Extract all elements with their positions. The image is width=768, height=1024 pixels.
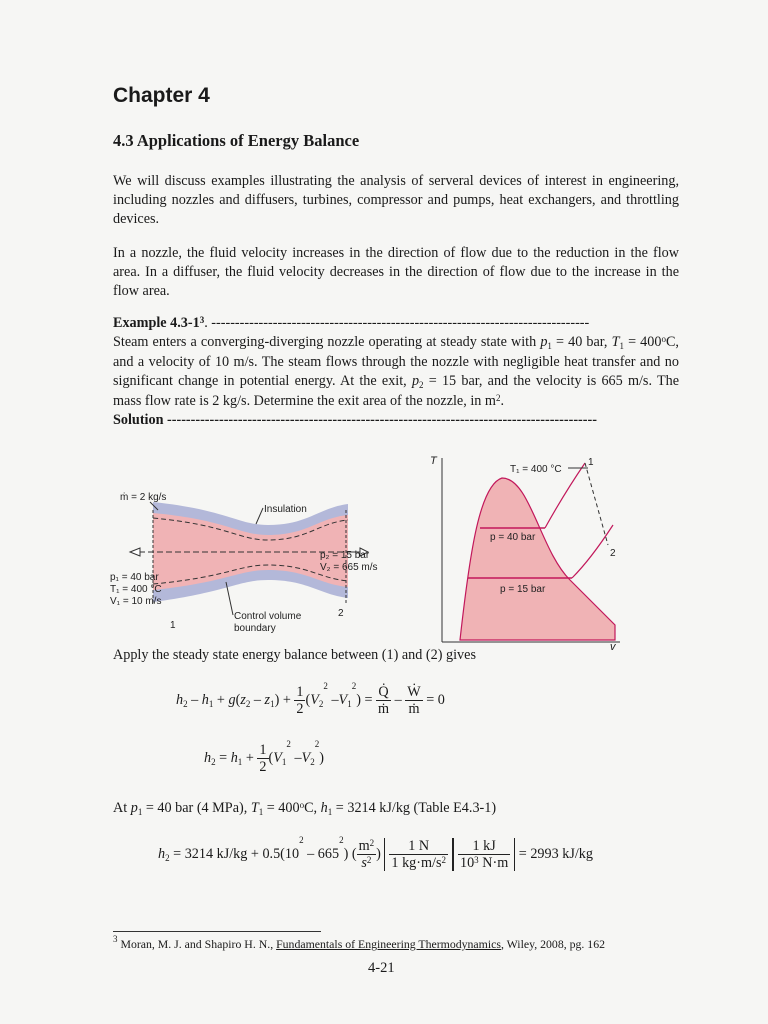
t-axis-label: T (430, 455, 437, 467)
exit-pressure-label: p₂ = 15 bar (320, 550, 370, 561)
intro-paragraph (113, 172, 679, 229)
solution-dashes: ------------------------------------------------------------------------------------------- (163, 412, 597, 428)
paragraph-devices: We will discuss examples illustrating the analysis of serveral devices of interest in engineering, including nozzles and diffusers, turbines, compressor and pumps, heat exchangers, and throttling devices. (113, 173, 679, 227)
vapor-dome (460, 478, 615, 640)
isobar-15-superheat (572, 525, 613, 578)
nozzle-diagram (108, 480, 378, 640)
footnote-rule (113, 931, 321, 932)
inlet-arrow (130, 548, 140, 556)
footnote: $^3$ Moran, M. J. and Shapiro H. N., Fundamentals of Engineering Thermodynamics, Wiley, 2008, pg. 162 (113, 934, 606, 951)
state-2-label: 2 (338, 608, 344, 619)
cv-leader (226, 582, 233, 615)
insulation-label: Insulation (264, 504, 307, 515)
exit-velocity-label: V₂ = 665 m/s (320, 562, 378, 573)
mdot-label: ṁ = 2 kg/s (120, 492, 167, 503)
page-number: 4-21 (368, 960, 395, 976)
insulation-leader (256, 508, 263, 524)
inlet-pressure-label: p₁ = 40 bar (110, 572, 159, 583)
energy-balance-equation: $h_2 - h_1 + g(z_2 - z_1)$ + $\frac{1}{2}$ ($V_2^2$ $-V_1^2$) = $\frac{Q̇}{\text{ṁ}}$ – $\frac{\text{Ẇ}}{\text{ṁ}}$ = 0 (176, 681, 445, 717)
footnote-ref: 3 (199, 315, 205, 325)
example-dashes: . -------------------------------------------------------------------------------- (204, 315, 590, 331)
example-label: Example 4.3-1 (113, 315, 200, 331)
chapter-title: Chapter 4 (113, 84, 210, 107)
state-1-label: 1 (170, 620, 176, 631)
tv-state-1: 1 (588, 457, 594, 468)
example-block (113, 314, 679, 430)
inlet-velocity-label: V₁ = 10 m/s (110, 596, 162, 607)
cv-label-line2: boundary (234, 623, 276, 634)
apply-text: Apply the steady state energy balance between (1) and (2) gives (113, 647, 476, 663)
enthalpy-equation: $h_2 = h_1$ + $\frac{1}{2}$ ($V_1^2$ $-V_2^2$) (204, 739, 324, 775)
process-line (585, 463, 608, 545)
book-title: Fundamentals of Engineering Thermodynamics (276, 937, 501, 951)
paragraph-nozzle-diffuser: In a nozzle, the fluid velocity increases in the direction of flow due to the reduction in the flow area. In a diffuser, the fluid velocity decreases in the direction of flow due to the increase in the flow area. (113, 245, 679, 299)
solution-label: Solution (113, 412, 164, 428)
section-heading: 4.3 Applications of Energy Balance (113, 131, 360, 150)
tv-state-2: 2 (610, 548, 616, 559)
example-problem: Steam enters a converging-diverging nozzle operating at steady state with $p_1 = 40$ bar, $T_1 = 400^oC$, and a velocity of 10 m/s. The steam flows through the nozzle with negligible heat transfer and no significant change in potential energy. At the exit, $p_2 = 15$ bar, and the velocity is 665 m/s. The mass flow rate is 2 kg/s. Determine the exit area of the nozzle, in $m^2$. (113, 334, 680, 409)
h2-calculation: $h_2 = 3214$ $kJ/kg + 0.5(10^2 - 665^2)$ ( $\frac{m^2}{s^2}$ ) $\frac{1 N}{1 kg\cdot m/s^2}$ $\frac{1 kJ}{10^3 N\cdot m}$ = 2993 kJ/kg (158, 835, 593, 871)
inlet-state-text: At $p_1 = 40$ bar (4 MPa), $T_1 = 400^oC$, $h_1 = 3214$ kJ/kg (Table E4.3-1) (113, 800, 497, 817)
nozzle-paragraph (113, 244, 679, 301)
inlet-temperature-label: T₁ = 400 °C (110, 584, 162, 595)
p40-label: p = 40 bar (490, 532, 536, 543)
tv-diagram (420, 450, 630, 653)
v-axis-label: v (610, 641, 616, 653)
t1-label: T₁ = 400 °C (510, 464, 562, 475)
example-heading-line (113, 314, 679, 333)
p15-label: p = 15 bar (500, 584, 546, 595)
solution-line (113, 411, 679, 430)
h2-result: = 2993 kJ/kg (518, 845, 593, 862)
cv-label-line1: Control volume (234, 611, 302, 622)
